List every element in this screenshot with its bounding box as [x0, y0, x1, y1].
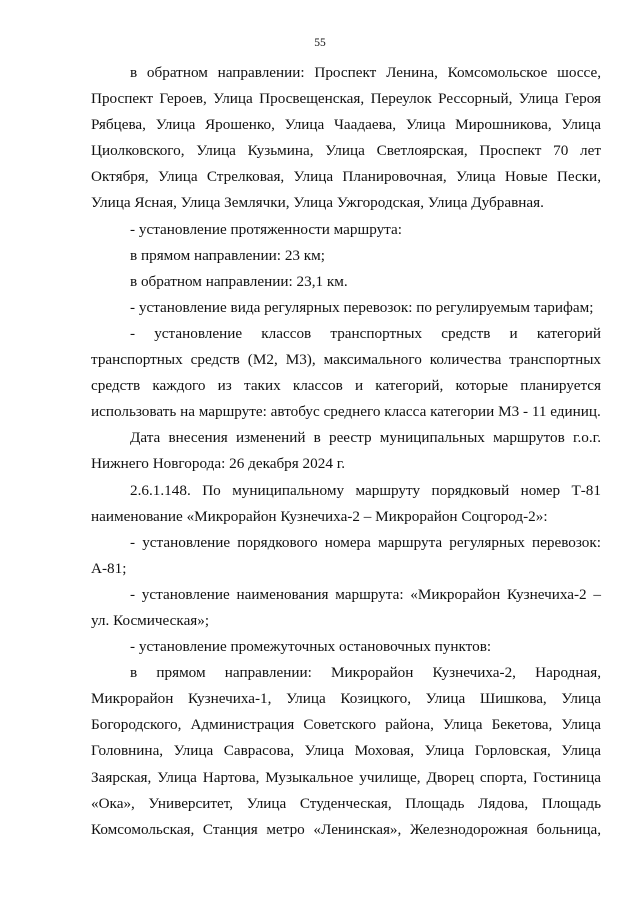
paragraph-reverse-length: в обратном направлении: 23,1 км. [130, 272, 348, 290]
paragraph-registry-date: Дата внесения изменений в реестр муниципальных маршрутов г.о.г. Нижнего Новгорода: 26 декабря 2024 г. [91, 429, 601, 473]
page-number: 55 [314, 37, 326, 49]
paragraph-route-t81-heading: 2.6.1.148. По муниципальному маршруту порядковый номер Т-81 наименование «Микрорайон Кузнечиха-2 – Микрорайон Соцгород-2»: [91, 481, 601, 525]
paragraph-route-length-heading: - установление протяженности маршрута: [130, 220, 402, 238]
paragraph-forward-length: в прямом направлении: 23 км; [130, 246, 326, 264]
paragraph-transport-type: - установление вида регулярных перевозок: по регулируемым тарифам; [130, 298, 594, 316]
paragraph-route-name: - установление наименования маршрута: «Микрорайон Кузнечиха-2 – ул. Космическая»; [91, 585, 601, 629]
paragraph-forward-direction-stops: в прямом направлении: Микрорайон Кузнечиха-2, Народная, Микрорайон Кузнечиха-1, Улица Козицкого, Улица Шишкова, Улица Богородского, Администрация Советского района, Улица Бекетова, Улица Головнина, Улица Саврасова, Улица Моховая, Улица Горловская, Улица Заярская, Улица Нартова, Музыкальное училище, Дворец спорта, Гостиница «Ока», Университет, Улица Студенческая, Площадь Лядова, Площадь Комсомольская, Станция метро «Ленинская», Железнодорожная больница, [91, 664, 601, 838]
paragraph-route-number: - установление порядкового номера маршрута регулярных перевозок: А-81; [91, 533, 601, 577]
document-body [91, 60, 601, 843]
paragraph-vehicle-classes: - установление классов транспортных средств и категорий транспортных средств (М2, М3), максимального количества транспортных средств каждого из таких классов и категорий, которые планируется использовать на маршруте: автобус среднего класса категории М3 - 11 единиц. [91, 324, 601, 421]
paragraph-intermediate-stops-heading: - установление промежуточных остановочных пунктов: [130, 638, 492, 656]
paragraph-reverse-direction-stops: в обратном направлении: Проспект Ленина, Комсомольское шоссе, Проспект Героев, Улица Просвещенская, Переулок Рессорный, Улица Героя Рябцева, Улица Ярошенко, Улица Чаадаева, Улица Мирошникова, Улица Циолковского, Улица Кузьмина, Улица Светлоярская, Проспект 70 лет Октября, Улица Стрелковая, Улица Планировочная, Улица Новые Пески, Улица Ясная, Улица Землячки, Улица Ужгородская, Улица Дубравная. [91, 64, 601, 212]
